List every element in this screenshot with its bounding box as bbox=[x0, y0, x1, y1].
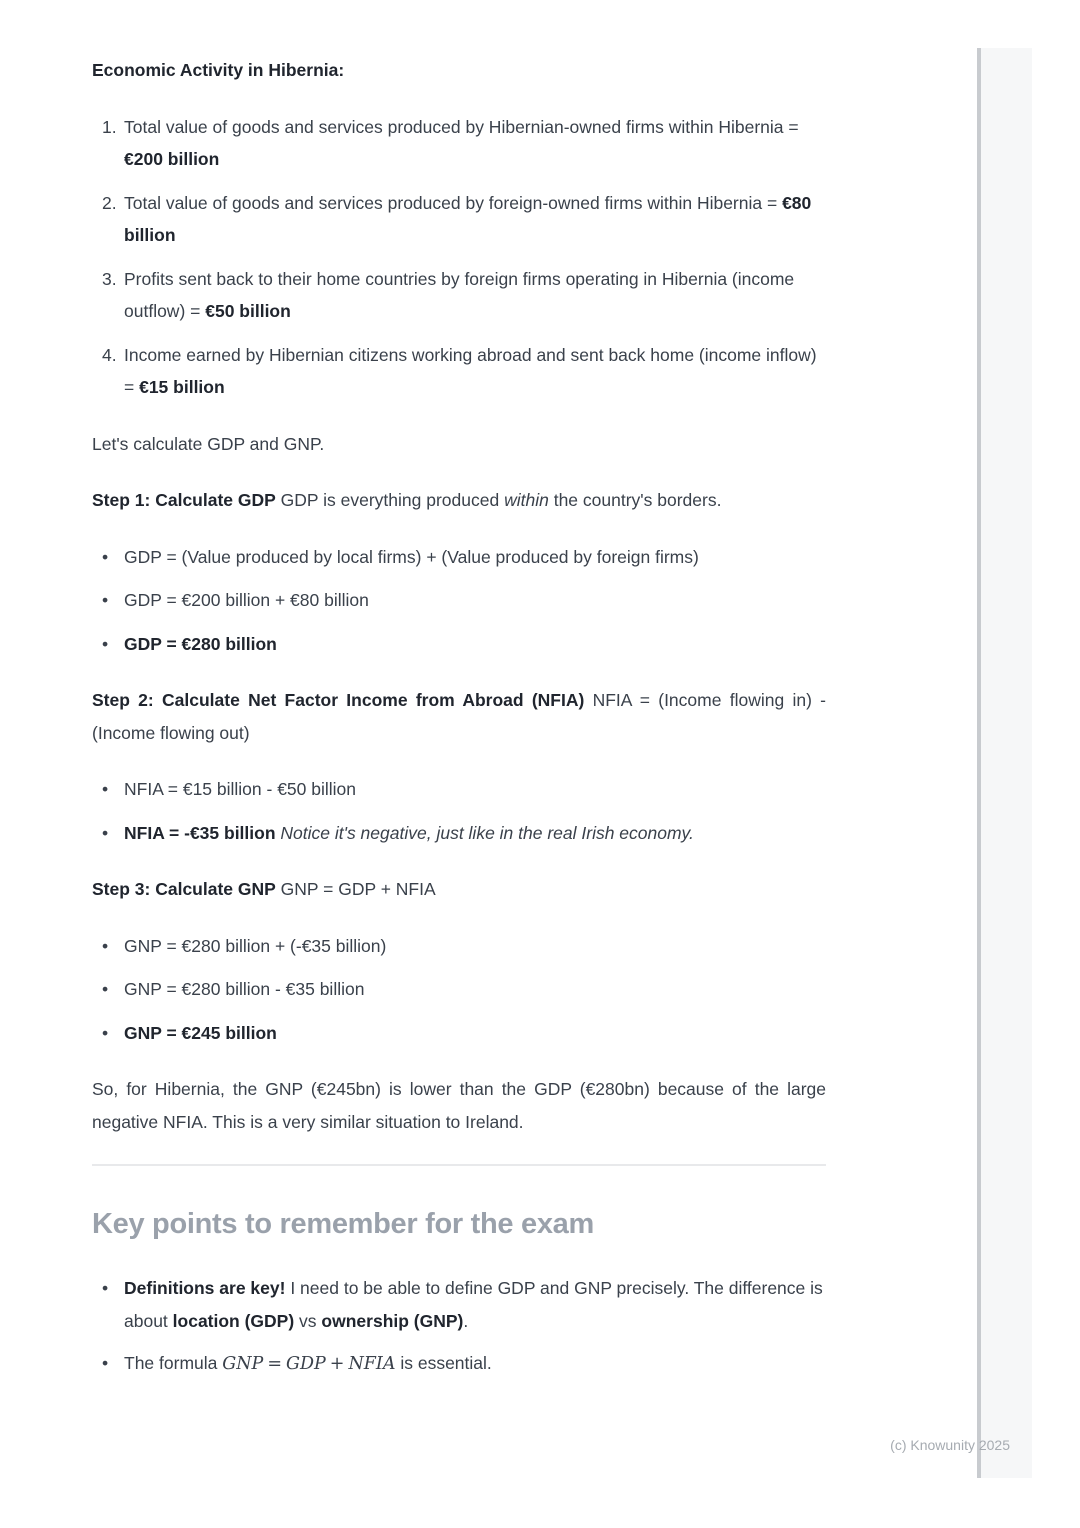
bullet-text: GDP = €200 billion + €80 billion bbox=[124, 590, 369, 610]
step1-lead: GDP is everything produced bbox=[275, 490, 505, 510]
right-margin-panel bbox=[981, 48, 1032, 1478]
key-point-bold: Definitions are key! bbox=[124, 1278, 286, 1298]
list-item bbox=[92, 628, 826, 661]
section-heading: Economic Activity in Hibernia: bbox=[92, 60, 345, 80]
key-points-list bbox=[92, 1272, 826, 1381]
list-item bbox=[92, 930, 826, 963]
numbered-item-text bbox=[124, 187, 826, 252]
numbered-list bbox=[92, 111, 826, 404]
math-var: GNP bbox=[222, 1354, 264, 1374]
item-text: Income earned by Hibernian citizens working abroad and sent back home (income inflow) = bbox=[124, 344, 817, 397]
key-point-run: vs bbox=[294, 1310, 322, 1331]
item-text: Profits sent back to their home countries by foreign firms operating in Hibernia (income outflow) = bbox=[124, 268, 795, 321]
list-item bbox=[92, 817, 826, 850]
intro-paragraph: Let's calculate GDP and GNP. bbox=[92, 433, 325, 454]
bullet-text: NFIA = €15 billion - €50 billion bbox=[124, 779, 357, 799]
section-divider bbox=[92, 1164, 826, 1166]
list-item bbox=[92, 541, 826, 574]
bullet-icon bbox=[92, 1347, 124, 1381]
step1-bullet-list bbox=[92, 541, 826, 661]
item-value: €15 billion bbox=[139, 377, 225, 397]
step2-title: Step 2: Calculate Net Factor Income from Abroad (NFIA) bbox=[92, 690, 585, 710]
numbered-item-text bbox=[124, 111, 826, 176]
math-operator: + bbox=[329, 1354, 345, 1374]
key-point-run: is essential. bbox=[395, 1353, 492, 1373]
bullet-icon bbox=[92, 930, 124, 963]
key-point-bold: location (GDP) bbox=[172, 1310, 295, 1331]
math-operator: = bbox=[267, 1354, 282, 1374]
bullet-icon bbox=[92, 773, 124, 806]
item-value: €50 billion bbox=[205, 301, 291, 321]
step2-bullet-list bbox=[92, 773, 826, 849]
list-item bbox=[92, 1272, 826, 1337]
bullet-icon bbox=[92, 584, 124, 617]
math-formula bbox=[222, 1354, 395, 1374]
item-text: Total value of goods and services produced by Hibernian-owned firms within Hibernia = bbox=[124, 116, 799, 137]
numbered-item bbox=[92, 263, 826, 328]
step1-lead-end: the country's borders. bbox=[548, 490, 722, 510]
bullet-text: GNP = €280 billion - €35 billion bbox=[124, 979, 365, 999]
step3-bullet-list bbox=[92, 930, 826, 1050]
list-number: 3. bbox=[102, 268, 117, 289]
key-point-run: The formula bbox=[124, 1353, 223, 1373]
math-var: NFIA bbox=[348, 1354, 396, 1374]
key-point-run: . bbox=[463, 1310, 469, 1331]
step3-title: Step 3: Calculate GNP bbox=[92, 879, 276, 899]
key-point-run: I need to be able to define GDP and GNP precisely. The difference is about bbox=[124, 1278, 823, 1331]
bullet-icon bbox=[92, 1017, 124, 1050]
step3-result: GNP = €245 billion bbox=[124, 1022, 277, 1043]
copyright-notice: (c) Knowunity 2025 bbox=[890, 1437, 1010, 1453]
bullet-icon bbox=[92, 973, 124, 1006]
step1-lead-italic: within bbox=[504, 490, 549, 510]
list-item bbox=[92, 584, 826, 617]
conclusion-paragraph: So, for Hibernia, the GNP (€245bn) is lower than the GDP (€280bn) because of the large negative NFIA. This is a very similar situation to Ireland. bbox=[92, 1079, 826, 1132]
step3-lead: GNP = GDP + NFIA bbox=[275, 879, 436, 899]
step2-result-note: Notice it's negative, just like in the real Irish economy. bbox=[275, 822, 694, 843]
numbered-item bbox=[92, 339, 826, 404]
item-value: €200 billion bbox=[124, 149, 220, 169]
math-var: GDP bbox=[285, 1354, 326, 1374]
bullet-icon bbox=[92, 817, 124, 850]
bullet-text: GDP = (Value produced by local firms) + (Value produced by foreign firms) bbox=[124, 546, 699, 567]
step1-paragraph bbox=[92, 484, 826, 517]
step2-paragraph bbox=[92, 684, 826, 749]
key-point-bold: ownership (GNP) bbox=[321, 1310, 464, 1331]
bullet-result bbox=[124, 817, 826, 850]
bullet-icon bbox=[92, 628, 124, 661]
bullet-icon bbox=[92, 1272, 124, 1337]
step2-result: NFIA = -€35 billion bbox=[124, 822, 276, 843]
list-number: 2. bbox=[102, 192, 117, 213]
step3-paragraph bbox=[92, 873, 826, 906]
numbered-item bbox=[92, 187, 826, 252]
note-content bbox=[92, 54, 826, 1391]
list-item bbox=[92, 973, 826, 1006]
list-number: 1. bbox=[102, 116, 117, 137]
step1-result: GDP = €280 billion bbox=[124, 633, 277, 654]
bullet-icon bbox=[92, 541, 124, 574]
key-point-text bbox=[124, 1272, 826, 1337]
key-points-heading: Key points to remember for the exam bbox=[92, 1208, 594, 1240]
bullet-result bbox=[124, 628, 826, 661]
step2-lead: NFIA = (Income flowing in) - (Income flowing out) bbox=[92, 690, 826, 743]
numbered-item-text bbox=[124, 263, 826, 328]
numbered-item-text bbox=[124, 339, 826, 404]
list-number: 4. bbox=[102, 344, 117, 365]
key-point-text bbox=[124, 1347, 826, 1381]
numbered-item bbox=[92, 111, 826, 176]
item-value: €80 billion bbox=[124, 192, 812, 245]
step1-title: Step 1: Calculate GDP bbox=[92, 490, 276, 510]
item-text: Total value of goods and services produced by foreign-owned firms within Hibernia = bbox=[124, 192, 783, 213]
bullet-text: GNP = €280 billion + (-€35 billion) bbox=[124, 935, 387, 956]
list-item bbox=[92, 1017, 826, 1050]
bullet-result bbox=[124, 1017, 826, 1050]
list-item bbox=[92, 773, 826, 806]
list-item bbox=[92, 1347, 826, 1381]
